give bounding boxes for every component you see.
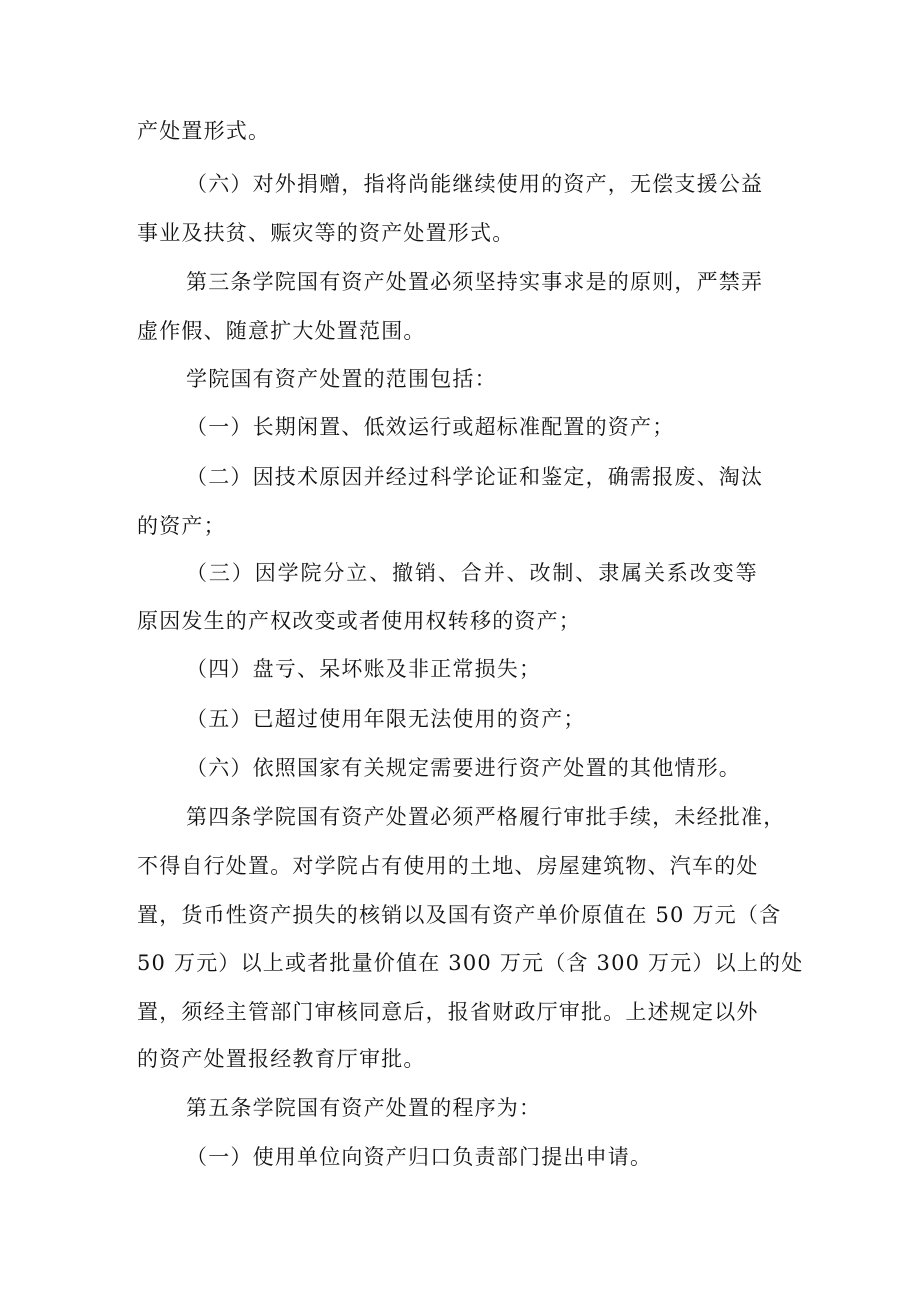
text-line: 的资产； [137,514,226,538]
text-line: 第三条学院国有资产处置必须坚持实事求是的原则，严禁弄 [186,270,764,294]
text-line: （一）使用单位向资产归口负责部门提出申请。 [186,1145,653,1169]
text-line: 50 万元）以上或者批量价值在 300 万元（含 300 万元）以上的处 [137,951,804,975]
text-line: （六）依照国家有关规定需要进行资产处置的其他情形。 [186,756,741,780]
text-line: （六）对外捐赠，指将尚能继续使用的资产，无偿支援公益 [186,172,764,196]
text-line: （二）因技术原因并经过科学论证和鉴定，确需报废、淘汰 [186,465,764,489]
text-line: 原因发生的产权改变或者使用权转移的资产； [137,609,581,633]
text-line: 虚作假、随意扩大处置范围。 [137,319,426,343]
text-line: （三）因学院分立、撤销、合并、改制、隶属关系改变等 [186,561,759,585]
text-line: 置，须经主管部门审核同意后，报省财政厅审批。上述规定以外 [137,1000,759,1024]
text-line: 产处置形式。 [137,119,271,143]
text-line: （五）已超过使用年限无法使用的资产； [186,707,586,731]
text-line: （四）盘亏、呆坏账及非正常损失； [186,657,542,681]
text-line: 学院国有资产处置的范围包括： [186,367,497,391]
text-line: （一）长期闲置、低效运行或超标准配置的资产； [186,415,675,439]
text-line: 不得自行处置。对学院占有使用的土地、房屋建筑物、汽车的处 [137,854,759,878]
text-line: 的资产处置报经教育厅审批。 [137,1047,426,1071]
text-line: 第五条学院国有资产处置的程序为： [186,1096,542,1120]
text-line: 事业及扶贫、赈灾等的资产处置形式。 [137,221,515,245]
text-line: 第四条学院国有资产处置必须严格履行审批手续，未经批准， [186,805,786,829]
text-line: 置，货币性资产损失的核销以及国有资产单价原值在 50 万元（含 [137,903,782,927]
